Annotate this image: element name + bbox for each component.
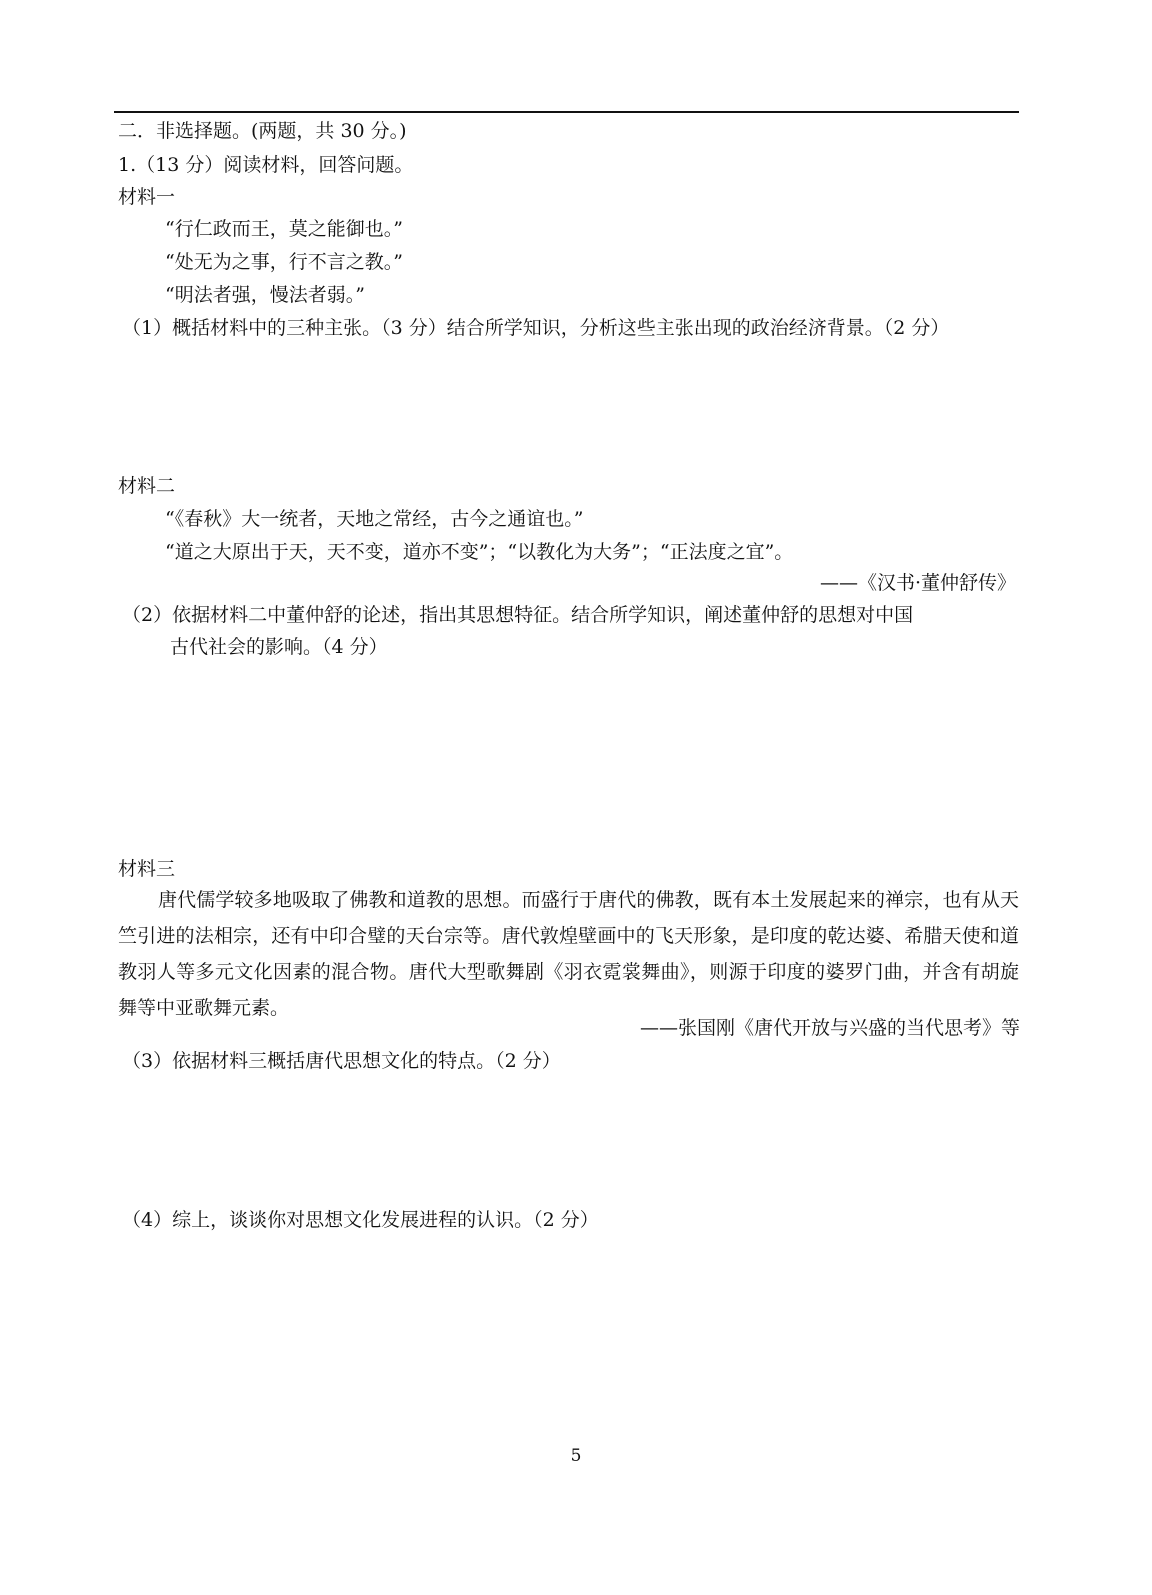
question-1-2-line2: 古代社会的影响。（4 分） [170, 636, 388, 658]
material-1-quote: “处无为之事，行不言之教。” [165, 251, 403, 273]
material-2-label: 材料二 [118, 475, 176, 497]
question-1-heading: 1.（13 分）阅读材料，回答问题。 [118, 154, 414, 176]
material-3-text [118, 882, 1019, 1026]
material-3-label: 材料三 [118, 858, 176, 880]
material-1-quote: “行仁政而王，莫之能御也。” [165, 218, 403, 240]
material-2-quote: “《春秋》大一统者，天地之常经，古今之通谊也。” [165, 508, 584, 530]
material-2-quote: “道之大原出于天，天不变，道亦不变”；“以教化为大务”；“正法度之宜”。 [165, 541, 794, 563]
question-1-3: （3）依据材料三概括唐代思想文化的特点。（2 分） [122, 1050, 561, 1072]
question-1-1: （1）概括材料中的三种主张。（3 分）结合所学知识，分析这些主张出现的政治经济背景。（2 分） [122, 317, 950, 339]
top-rule [114, 111, 1019, 113]
section-title: 二．非选择题。(两题，共 30 分。) [118, 120, 407, 142]
material-3-source: ——张国刚《唐代开放与兴盛的当代思考》等 [639, 1017, 1020, 1039]
question-1-4: （4）综上，谈谈你对思想文化发展进程的认识。（2 分） [122, 1209, 599, 1231]
material-1-quote: “明法者强，慢法者弱。” [165, 284, 365, 306]
question-1-2-line1: （2）依据材料二中董仲舒的论述，指出其思想特征。结合所学知识，阐述董仲舒的思想对中国 [122, 604, 914, 626]
material-2-source: ——《汉书·董仲舒传》 [819, 572, 1016, 594]
material-1-label: 材料一 [118, 186, 176, 208]
material-3-body: 唐代儒学较多地吸取了佛教和道教的思想。而盛行于唐代的佛教，既有本土发展起来的禅宗，也有从天竺引进的法相宗，还有中印合璧的天台宗等。唐代敦煌壁画中的飞天形象，是印度的乾达婆、希腊天使和道教羽人等多元文化因素的混合物。唐代大型歌舞剧《羽衣霓裳舞曲》，则源于印度的婆罗门曲，并含有胡旋舞等中亚歌舞元素。 [118, 889, 1019, 1019]
page-number: 5 [570, 1446, 582, 1466]
